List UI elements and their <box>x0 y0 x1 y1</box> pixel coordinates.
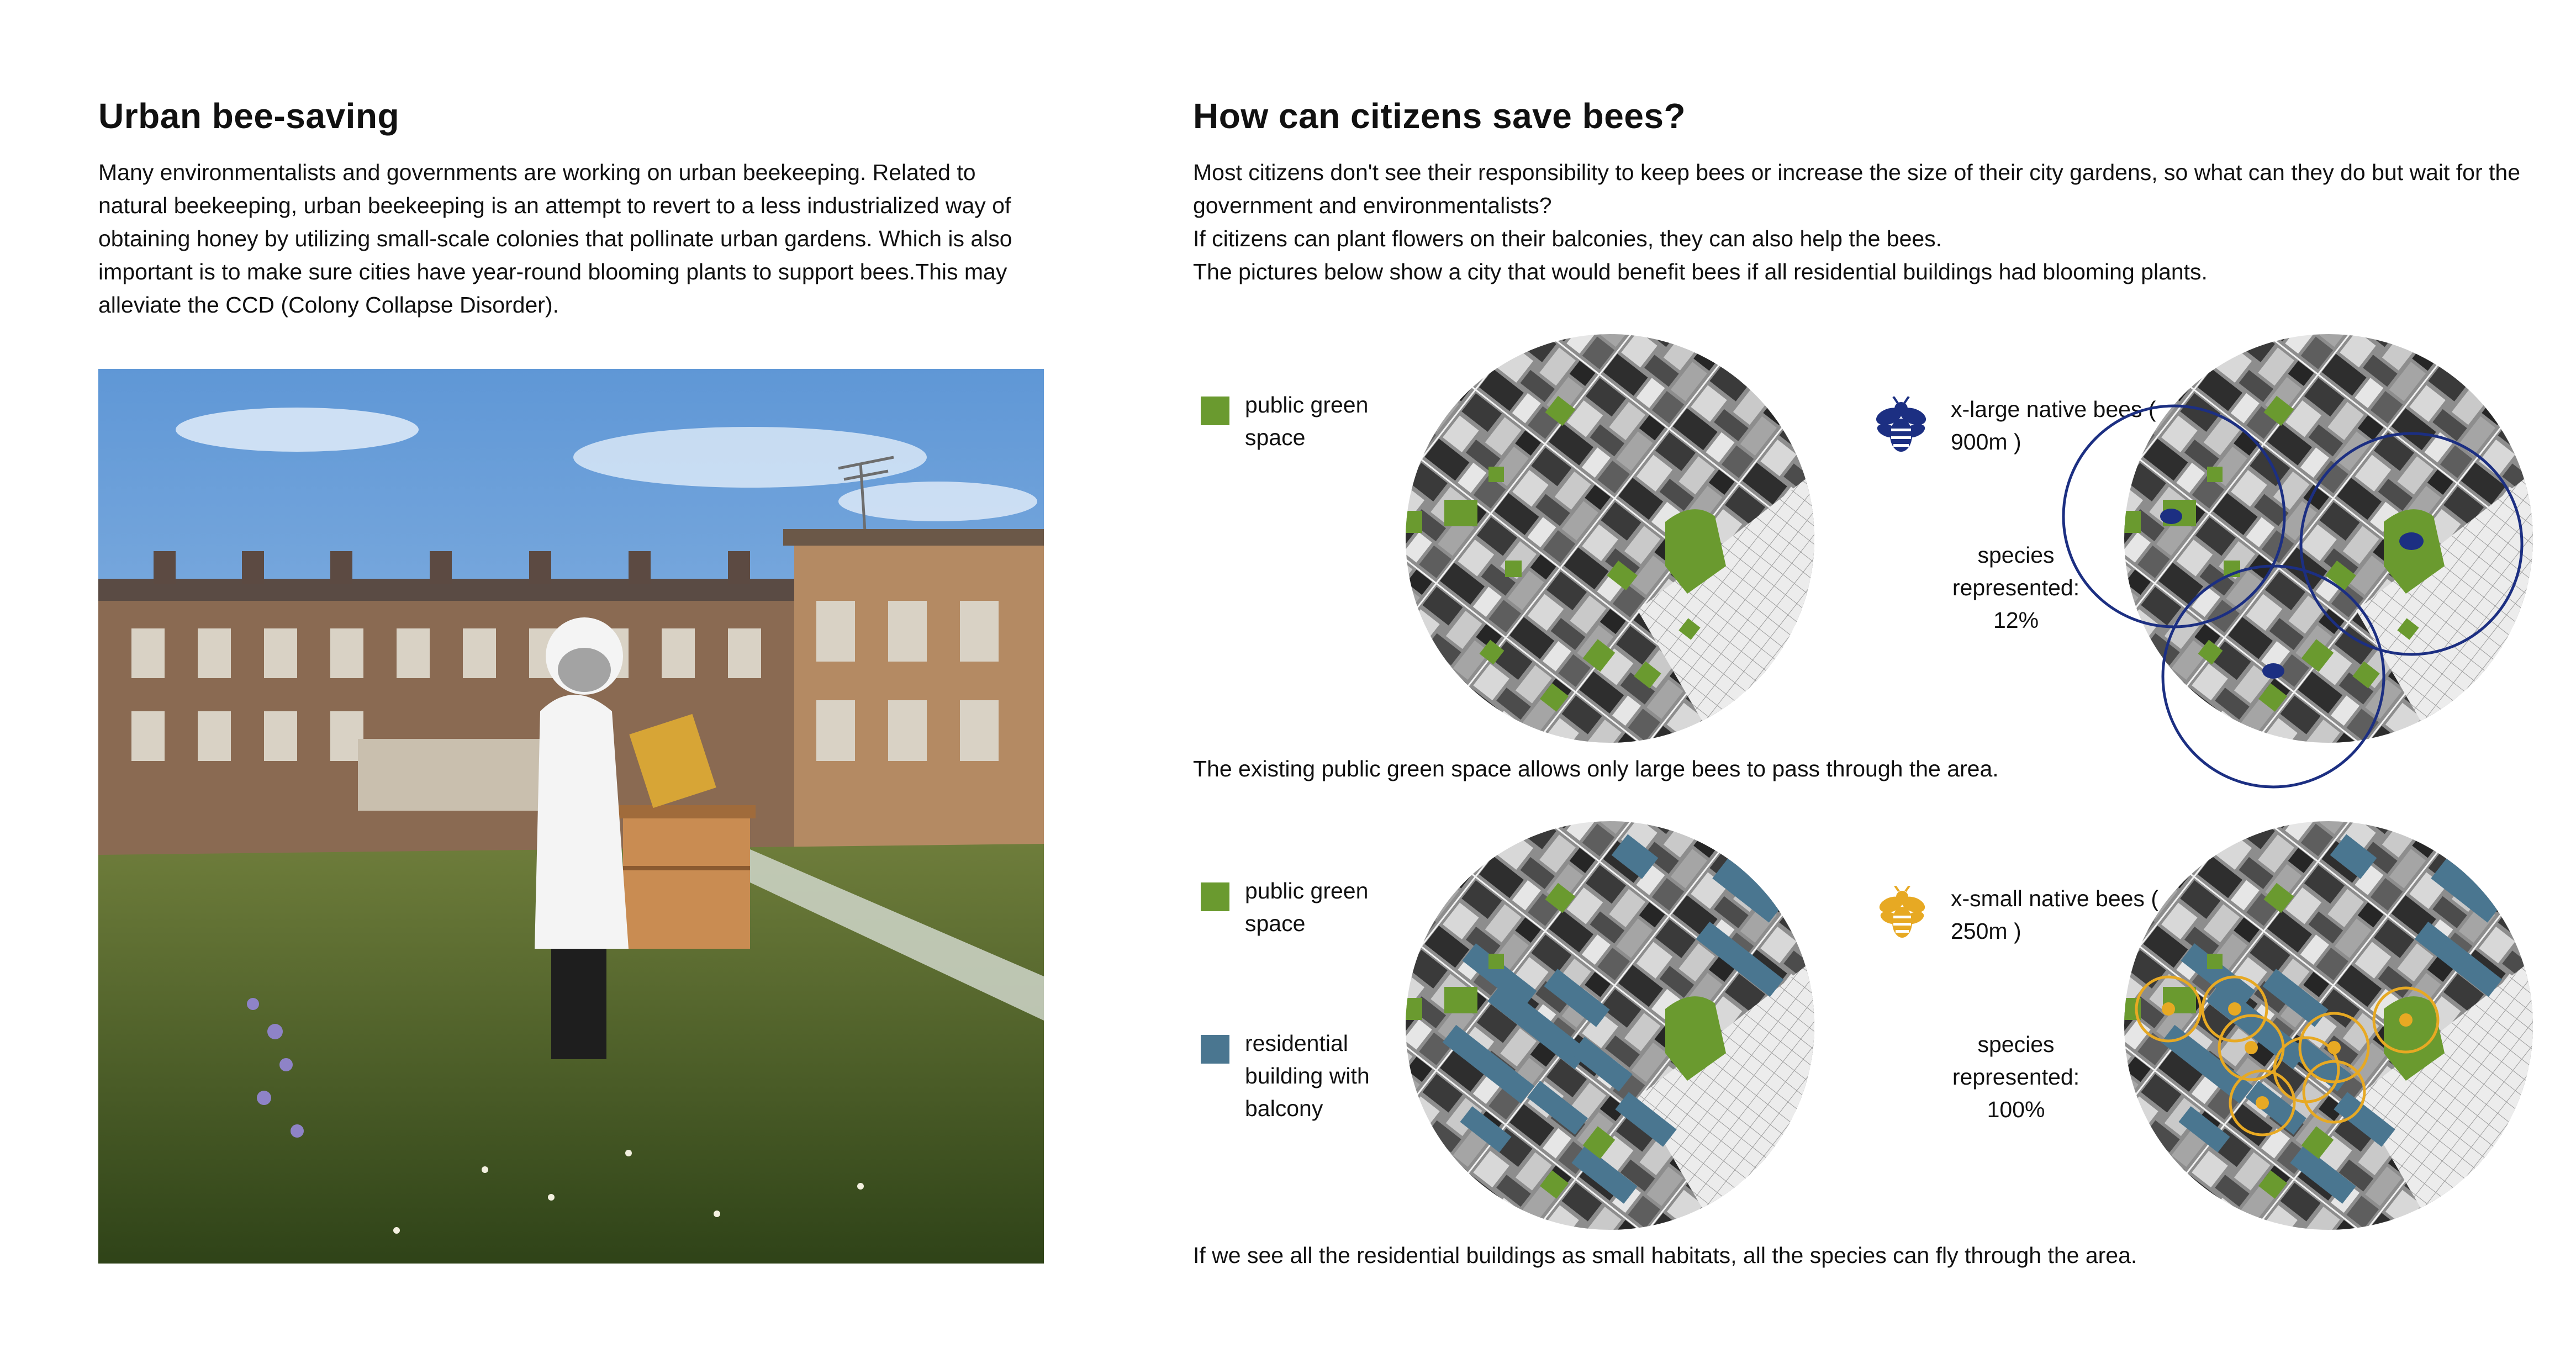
species-represented-100 <box>1933 1028 2099 1126</box>
small-bee-icon <box>1877 886 1928 943</box>
legend-green-label-2 <box>1245 875 1368 940</box>
green-swatch <box>1201 397 1229 425</box>
green-swatch-2 <box>1201 882 1229 911</box>
legend-res-line-2: building with <box>1245 1063 1370 1088</box>
species-2-value: 100% <box>1987 1097 2045 1122</box>
rooftop-beekeeping-photo <box>98 369 1044 1264</box>
legend-green-line-1: public green <box>1245 392 1369 417</box>
species-value: 12% <box>1993 607 2039 633</box>
small-bee-label-line-2: 250m ) <box>1951 918 2021 944</box>
large-bee-label-line-1: x-large native bees ( <box>1951 397 2156 422</box>
map-residential-balconies <box>1406 821 1814 1230</box>
map-small-bee-range <box>2124 821 2533 1230</box>
species-2-line-1: species <box>1977 1032 2055 1057</box>
row2-caption: If we see all the residential buildings as small habitats, all the species can fly through the area. <box>1193 1243 2137 1268</box>
legend-residential-label <box>1245 1027 1370 1125</box>
legend-residential-swatch <box>1201 1035 1229 1064</box>
right-title: How can citizens save bees? <box>1193 96 1686 136</box>
species-line-1: species <box>1977 542 2055 568</box>
left-body: Many environmentalists and governments are working on urban beekeeping. Related to natural beekeeping, urban beekeeping is an attempt to revert to a less industrialized way of obtaining honey by utilizing small-scale colonies that pollinate urban gardens. Which is also important is to make sure cities have year-round blooming plants to support bees.This may alleviate the CCD (Colony Collapse Disorder). <box>98 160 1012 318</box>
large-bee-icon <box>1873 397 1929 458</box>
legend-green-2-line-1: public green <box>1245 878 1369 903</box>
legend-green-swatch <box>1201 397 1229 425</box>
intro-paragraph-1: Most citizens don't see their responsibility to keep bees or increase the size of their city gardens, so what can they do but wait for the government and environmentalists? <box>1193 160 2521 218</box>
map-large-bee-range <box>2124 334 2533 743</box>
left-title: Urban bee-saving <box>98 96 400 136</box>
species-line-2: represented: <box>1952 575 2080 600</box>
row1-caption: The existing public green space allows only large bees to pass through the area. <box>1193 756 1999 781</box>
right-intro <box>1193 156 2541 288</box>
intro-paragraph-2: If citizens can plant flowers on their balconies, they can also help the bees. <box>1193 226 1942 251</box>
legend-green-line-2: space <box>1245 425 1306 450</box>
large-bee-label-line-2: 900m ) <box>1951 429 2021 454</box>
legend-green-swatch-2 <box>1201 882 1229 911</box>
small-bee-label-line-1: x-small native bees ( <box>1951 886 2158 911</box>
species-2-line-2: represented: <box>1952 1064 2080 1090</box>
species-represented-12 <box>1933 539 2099 637</box>
legend-green-label <box>1245 389 1368 454</box>
map-existing-green <box>1406 334 1814 743</box>
legend-res-line-3: balcony <box>1245 1096 1323 1121</box>
residential-swatch <box>1201 1035 1229 1064</box>
intro-paragraph-3: The pictures below show a city that would benefit bees if all residential buildings had blooming plants. <box>1193 259 2208 284</box>
legend-green-2-line-2: space <box>1245 911 1306 936</box>
legend-res-line-1: residential <box>1245 1030 1348 1056</box>
